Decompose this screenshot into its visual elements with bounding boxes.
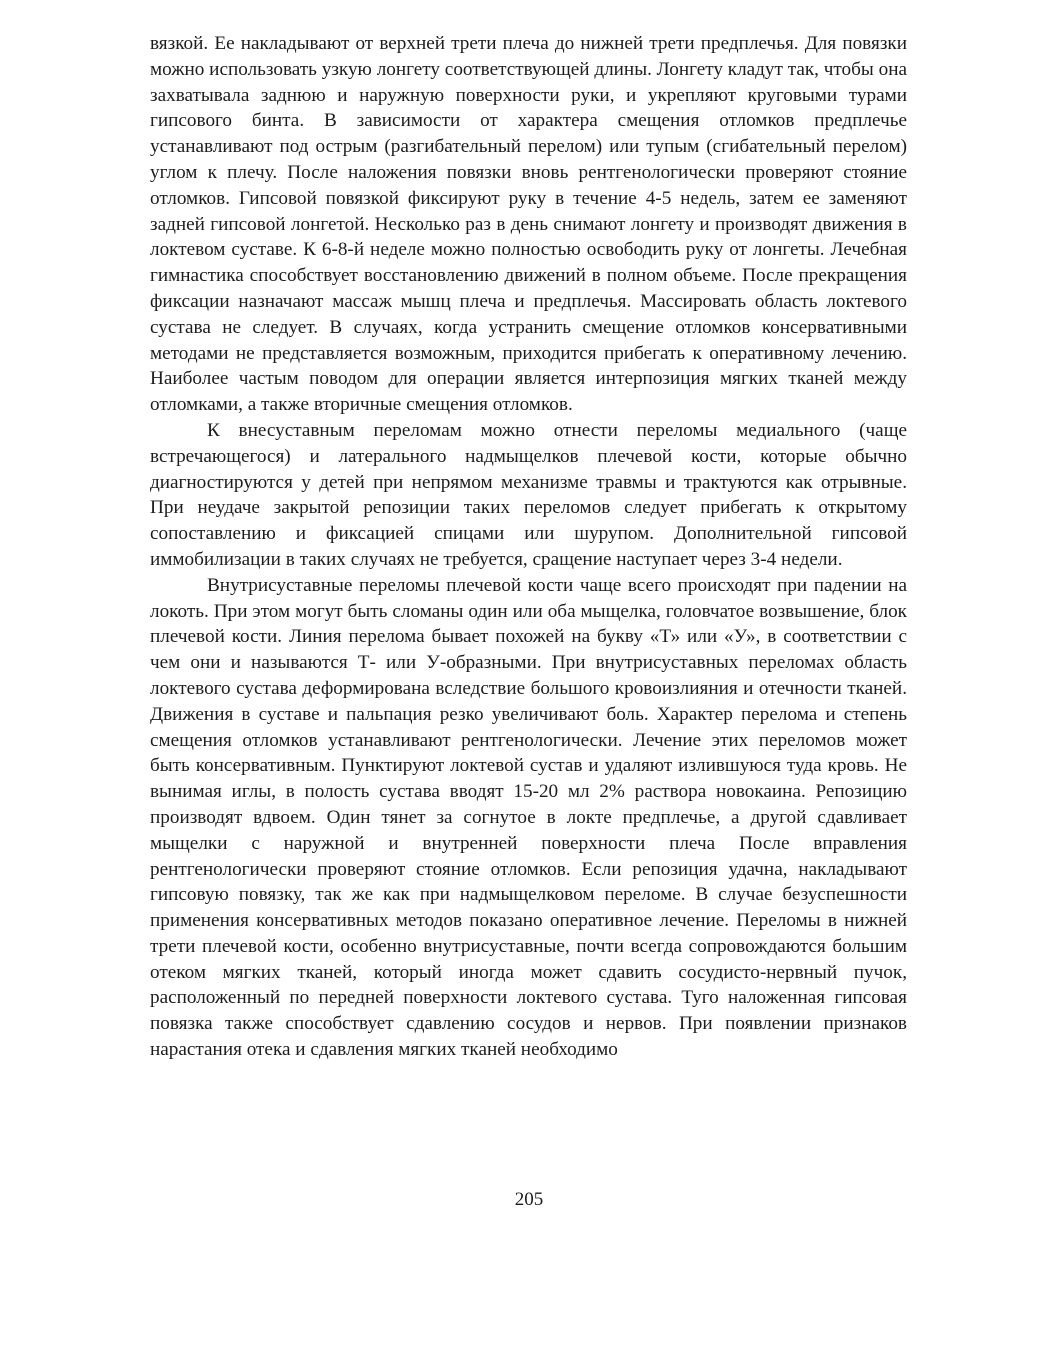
paragraph-3: Внутрисуставные переломы плечевой кости чаще всего происходят при падении на локоть. При этом могут быть сломаны один или оба мыщелка, головчатое возвышение, блок плечевой кости. Линия перелома бывает похожей на букву «Т» или «У», в соответствии с чем они и называются Т- или У-образными. При внутрисуставных переломах область локтевого сустава деформирована вследствие большого кровоизлияния и отечности тканей. Движения в суставе и пальпация резко увеличивают боль. Характер перелома и степень смещения отломков устанавливают рентгенологически. Лечение этих переломов может быть консервативным. Пунктируют локтевой сустав и удаляют излившуюся туда кровь. Не вынимая иглы, в полость сустава вводят 15-20 мл 2% раствора новокаина. Репозицию производят вдвоем. Один тянет за согнутое в локте предплечье, а другой сдавливает мыщелки с наружной и внутренней поверхности плеча После вправления рентгенологически проверяют стояние отломков. Если репозиция удачна, накладывают гипсовую повязку, так же как при надмыщелковом переломе. В случае безуспешности применения консервативных методов показано оперативное лечение. Переломы в нижней трети плечевой кости, особенно внутрисуставные, почти всегда сопровождаются большим отеком мягких тканей, который иногда может сдавить сосудисто-нервный пучок, расположенный по передней поверхности локтевого сустава. Туго наложенная гипсовая повязка также способствует сдавлению сосудов и нервов. При появлении признаков нарастания отека и сдавления мягких тканей необходимо <box>150 574 907 1061</box>
page-number: 205 <box>514 1189 544 1210</box>
paragraph-1: вязкой. Ее накладывают от верхней трети плеча до нижней трети предплечья. Для повязки можно использовать узкую лонгету соответствующей длины. Лонгету кладут так, чтобы она захватывала заднюю и наружную поверхности руки, и укрепляют круговыми турами гипсового бинта. В зависимости от характера смещения отломков предплечье устанавливают под острым (разгибательный перелом) или тупым (сгибательный перелом) углом к плечу. После наложения повязки вновь рентгенологически проверяют стояние отломков. Гипсовой повязкой фиксируют руку в течение 4-5 недель, затем ее заменяют задней гипсовой лонгетой. Несколько раз в день снимают лонгету и производят движения в локтевом суставе. К 6-8-й неделе можно полностью освободить руку от лонгеты. Лечебная гимнастика способствует восстановлению движений в полном объеме. После прекращения фиксации назначают массаж мышц плеча и предплечья. Массировать область локтевого сустава не следует. В случаях, когда устранить смещение отломков консервативными методами не представляется возможным, приходится прибегать к оперативному лечению. Наиболее частым поводом для операции является интерпозиция мягких тканей между отломками, а также вторичные смещения отломков. <box>150 33 907 416</box>
paragraph-2: К внесуставным переломам можно отнести переломы медиального (чаще встречающегося) и латерального надмыщелков плечевой кости, которые обычно диагностируются у детей при непрямом механизме травмы и трактуются как отрывные. При неудаче закрытой репозиции таких переломов следует прибегать к открытому сопоставлению и фиксацией спицами или шурупом. Дополнительной гипсовой иммобилизации в таких случаях не требуется, сращение наступает через 3-4 недели. <box>150 419 907 570</box>
page-body <box>150 31 907 1063</box>
